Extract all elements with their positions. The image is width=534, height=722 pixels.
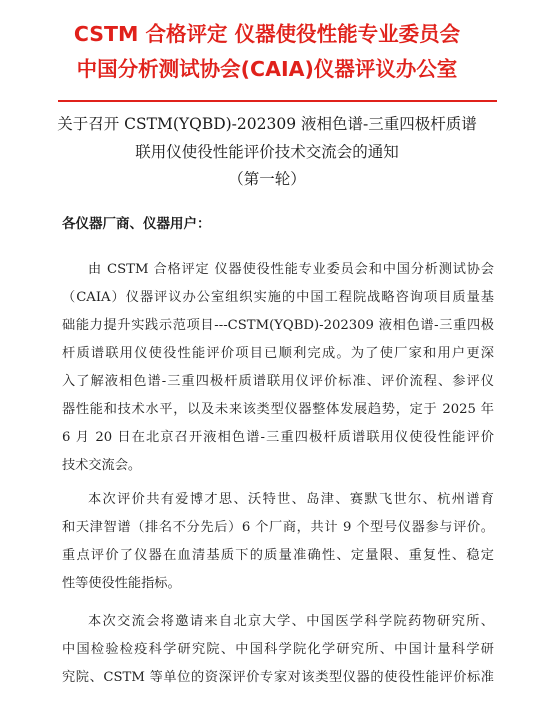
paragraph-1-line-5: 入了解液相色谱-三重四极杆质谱联用仪评价标准、评价流程、参评仪 — [62, 374, 494, 389]
greeting: 各仪器厂商、仪器用户： — [62, 216, 211, 232]
notice-round-label: （第一轮） — [228, 170, 306, 188]
paragraph-2-line-4: 性等使役性能指标。 — [62, 576, 181, 591]
org-header-line-2: 中国分析测试协会(CAIA)仪器评议办公室 — [76, 57, 458, 81]
paragraph-3-line-1: 本次交流会将邀请来自北京大学、中国医学科学院药物研究所、 — [88, 614, 494, 629]
paragraph-2-line-1: 本次评价共有爱博才思、沃特世、岛津、赛默飞世尔、杭州谱育 — [88, 492, 494, 507]
paragraph-1-line-6: 器性能和技术水平，以及未来该类型仪器整体发展趋势，定于 2025 年 — [62, 402, 494, 417]
notice-title-line-2: 联用仪使役性能评价技术交流会的通知 — [135, 143, 399, 161]
paragraph-2-line-2: 和天津智谱（排名不分先后）6 个厂商，共计 9 个型号仪器参与评价。 — [62, 520, 494, 535]
paragraph-1-line-7: 6 月 20 日在北京召开液相色谱-三重四极杆质谱联用仪使役性能评价 — [62, 430, 494, 445]
paragraph-1-line-4: 杆质谱联用仪使役性能评价项目已顺利完成。为了使厂家和用户更深 — [62, 346, 494, 361]
notice-title-line-1: 关于召开 CSTM(YQBD)-202309 液相色谱-三重四极杆质谱 — [57, 115, 477, 133]
paragraph-1-line-1: 由 CSTM 合格评定 仪器使役性能专业委员会和中国分析测试协会 — [88, 262, 494, 277]
paragraph-1-line-8: 技术交流会。 — [62, 458, 142, 473]
paragraph-1-line-2: （CAIA）仪器评议办公室组织实施的中国工程院战略咨询项目质量基 — [62, 290, 494, 305]
paragraph-3-line-3: 究院、CSTM 等单位的资深评价专家对该类型仪器的使役性能评价标准 — [62, 670, 494, 685]
paragraph-2-line-3: 重点评价了仪器在血清基质下的质量准确性、定量限、重复性、稳定 — [62, 548, 494, 563]
paragraph-3-line-2: 中国检验检疫科学研究院、中国科学院化学研究所、中国计量科学研 — [62, 642, 494, 657]
paragraph-1-line-3: 础能力提升实践示范项目---CSTM(YQBD)-202309 液相色谱-三重四极 — [62, 318, 494, 333]
org-header-line-1: CSTM 合格评定 仪器使役性能专业委员会 — [73, 22, 461, 46]
header-divider — [58, 100, 497, 102]
